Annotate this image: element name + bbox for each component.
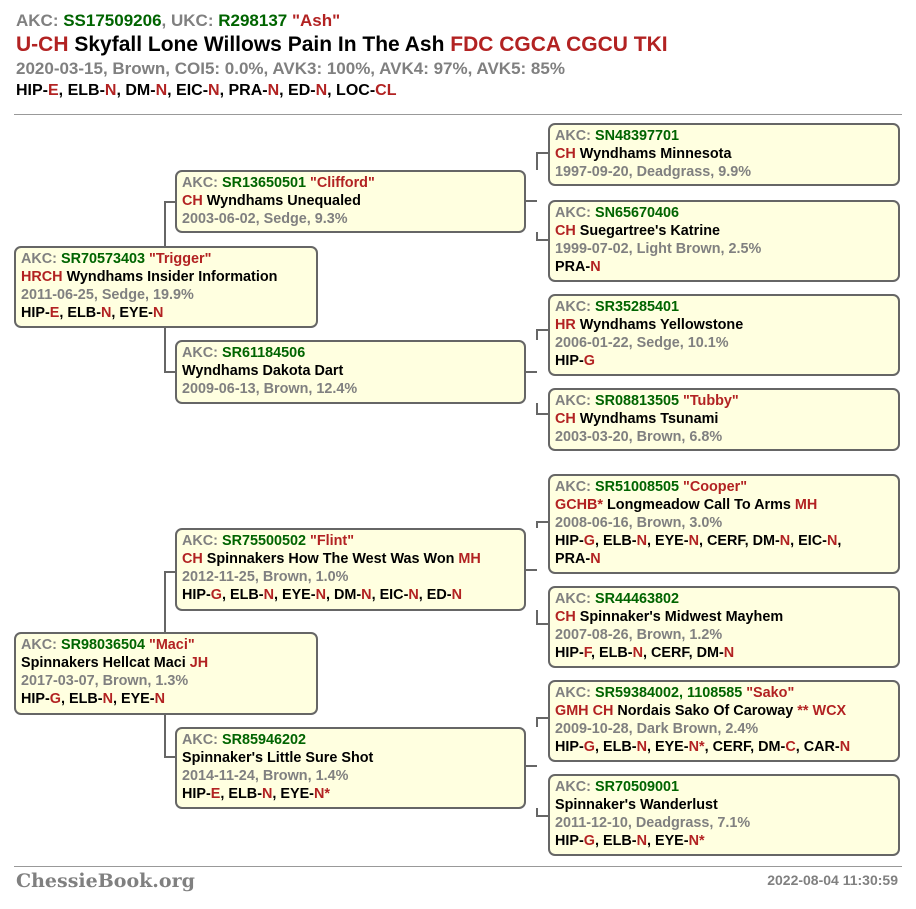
- separator: ,: [837, 533, 842, 549]
- suffix-title: ** WCX: [797, 703, 847, 719]
- registration-line: [555, 298, 893, 316]
- akc-label: AKC:: [182, 345, 222, 361]
- health-test-label: ELB-: [603, 739, 637, 755]
- separator: ,: [688, 645, 697, 661]
- registration-line: [555, 684, 893, 702]
- dog-name: Wyndhams Yellowstone: [575, 317, 744, 333]
- akc-label: AKC:: [21, 637, 61, 653]
- separator: ,: [591, 645, 599, 661]
- health-test-label: HIP-: [16, 82, 48, 99]
- health-test-result: N: [839, 739, 851, 755]
- dog-info-line: [182, 210, 519, 228]
- pedigree-card-dam-dam-sire[interactable]: [548, 680, 900, 762]
- akc-label: AKC:: [182, 175, 222, 191]
- separator: ,: [750, 739, 759, 755]
- registration-line: [555, 778, 893, 796]
- birth-color-coi: 2007-08-26, Brown, 1.2%: [555, 627, 723, 643]
- health-test-label: ELB-: [599, 645, 633, 661]
- akc-registration: SR70573403: [60, 251, 145, 267]
- health-test-result: N: [636, 739, 647, 755]
- pedigree-card-dam-sire[interactable]: [175, 528, 526, 611]
- health-test-result: G: [583, 833, 595, 849]
- health-test-result: N: [688, 533, 699, 549]
- akc-label: AKC:: [555, 128, 595, 144]
- health-test-label: EYE-: [119, 305, 153, 321]
- call-name: "Tubby": [679, 393, 739, 409]
- dog-info-line: [21, 672, 311, 690]
- dog-name-line: [555, 145, 893, 163]
- health-test-result: G: [210, 587, 222, 603]
- registration-line: [555, 478, 893, 496]
- dog-name: Spinnaker's Midwest Mayhem: [575, 609, 784, 625]
- health-test-result: N: [263, 587, 274, 603]
- dog-name-line: [182, 362, 519, 380]
- pedigree-card-dam-sire-dam[interactable]: [548, 586, 900, 668]
- separator: ,: [698, 533, 707, 549]
- prefix-title: HRCH: [21, 269, 63, 285]
- akc-registration: SR13650501: [221, 175, 306, 191]
- prefix-title: GMH CH: [555, 703, 614, 719]
- birth-color-coi: 2009-06-13, Brown, 12.4%: [182, 381, 358, 397]
- health-test-result: N: [408, 587, 419, 603]
- akc-label: AKC:: [555, 205, 595, 221]
- call-name: "Cooper": [679, 479, 748, 495]
- akc-label: AKC:: [182, 732, 222, 748]
- akc-registration: SR35285401: [594, 299, 679, 315]
- prefix-title: U-CH: [16, 33, 69, 56]
- akc-label: AKC:: [21, 251, 61, 267]
- health-test-label: ELB-: [67, 305, 101, 321]
- separator: ,: [704, 739, 713, 755]
- birth-color-coi: 2006-01-22, Sedge, 10.1%: [555, 335, 729, 351]
- dog-info-line: [182, 568, 519, 586]
- pedigree-card-sire-dam-dam[interactable]: [548, 388, 900, 451]
- registration-line: [555, 590, 893, 608]
- akc-registration: SR44463802: [594, 591, 679, 607]
- akc-label: AKC:: [182, 533, 222, 549]
- dog-name: Spinnaker's Wanderlust: [555, 797, 718, 813]
- call-name: "Clifford": [306, 175, 375, 191]
- separator: ,: [58, 82, 68, 99]
- ukc-label: UKC:: [171, 11, 219, 30]
- dog-name: Spinnakers How The West Was Won: [202, 551, 459, 567]
- call-name: "Trigger": [145, 251, 212, 267]
- registration-line: [182, 532, 519, 550]
- dog-name-line: [555, 608, 893, 626]
- health-test-result: N: [152, 305, 164, 321]
- separator: ,: [279, 82, 289, 99]
- health-test-label: DM-: [333, 587, 362, 603]
- dog-name: Spinnakers Hellcat Maci: [21, 655, 190, 671]
- health-test-label: PRA-: [228, 82, 268, 99]
- dog-name-line: [555, 496, 893, 514]
- prefix-title: CH: [182, 551, 203, 567]
- separator: ,: [325, 587, 334, 603]
- separator: ,: [111, 305, 120, 321]
- health-line: [21, 304, 311, 322]
- dog-name-line: [555, 796, 893, 814]
- separator: ,: [61, 691, 69, 707]
- health-test-label: HIP-: [555, 645, 584, 661]
- dog-info-line: [182, 767, 519, 785]
- akc-label: AKC:: [555, 299, 595, 315]
- footer-divider: [14, 866, 902, 867]
- health-test-result: N*: [688, 833, 705, 849]
- dog-info-line: [555, 720, 893, 738]
- health-test-label: EIC-: [798, 533, 827, 549]
- dog-info-line: [182, 380, 519, 398]
- akc-registration: SR75500502: [221, 533, 306, 549]
- birth-color-coi: 1999-07-02, Light Brown, 2.5%: [555, 241, 762, 257]
- health-line: [555, 550, 893, 568]
- health-test-label: ED-: [426, 587, 452, 603]
- health-test-result: C: [785, 739, 796, 755]
- dog-name-line: [21, 268, 311, 286]
- generated-timestamp: 2022-08-04 11:30:59: [767, 872, 898, 888]
- prefix-title: GCHB*: [555, 497, 603, 513]
- health-line: [555, 832, 893, 850]
- akc-registration: SS17509206: [63, 11, 162, 30]
- birth-color-coi: 2011-12-10, Deadgrass, 7.1%: [555, 815, 751, 831]
- health-test-label: ELB-: [67, 82, 105, 99]
- health-test-result: N: [155, 82, 168, 99]
- prefix-title: HR: [555, 317, 576, 333]
- akc-label: AKC:: [555, 779, 595, 795]
- health-test-result: N: [451, 587, 462, 603]
- health-test-result: E: [210, 786, 221, 802]
- dog-info-line: [555, 514, 893, 532]
- registration-line: [182, 344, 519, 362]
- health-test-result: N: [267, 82, 280, 99]
- separator: ,: [795, 739, 804, 755]
- akc-registration: SR70509001: [594, 779, 679, 795]
- dog-name-line: [182, 749, 519, 767]
- dog-name: Wyndhams Insider Information: [62, 269, 278, 285]
- separator: ,: [59, 305, 68, 321]
- health-test-result: N: [590, 551, 601, 567]
- health-test-label: HIP-: [555, 739, 584, 755]
- health-test-label: DM-: [758, 739, 786, 755]
- dog-info-line: [555, 626, 893, 644]
- dog-info-line: [555, 240, 893, 258]
- suffix-titles: FDC CGCA CGCU TKI: [450, 33, 668, 56]
- health-test-label: HIP-: [182, 786, 211, 802]
- health-line: [182, 785, 519, 803]
- prefix-title: CH: [555, 146, 576, 162]
- separator: ,: [595, 533, 603, 549]
- separator: ,: [790, 533, 799, 549]
- akc-label: AKC:: [555, 685, 595, 701]
- health-test-label: EYE-: [654, 833, 689, 849]
- dog-name-line: [555, 316, 893, 334]
- registration-line: [21, 250, 311, 268]
- health-test-label: ELB-: [230, 587, 264, 603]
- separator: ,: [371, 587, 380, 603]
- separator: ,: [219, 82, 229, 99]
- registration-line: [555, 204, 893, 222]
- dog-info-line: [21, 286, 311, 304]
- health-line: [555, 352, 893, 370]
- site-logo[interactable]: ChessieBook.org: [16, 870, 195, 892]
- dog-name: Nordais Sako Of Caroway: [613, 703, 798, 719]
- health-test-label: PRA-: [555, 551, 591, 567]
- separator: ,: [418, 587, 427, 603]
- dog-name-line: [555, 410, 893, 428]
- dog-name: Wyndhams Tsunami: [575, 411, 719, 427]
- akc-registration: SN65670406: [594, 205, 679, 221]
- health-test-result: F: [583, 645, 591, 661]
- dog-name-line: [182, 550, 519, 568]
- health-test-label: ELB-: [603, 533, 637, 549]
- pedigree-card-sire-sire[interactable]: [175, 170, 526, 233]
- akc-label: AKC:: [16, 11, 64, 30]
- dog-name: Skyfall Lone Willows Pain In The Ash: [68, 33, 451, 56]
- health-line: [555, 644, 893, 662]
- health-test-result: N: [100, 305, 112, 321]
- pedigree-card-sire[interactable]: [14, 246, 318, 328]
- health-test-result: G: [583, 533, 595, 549]
- dog-name: Wyndhams Dakota Dart: [182, 363, 344, 379]
- health-line: [21, 690, 311, 708]
- health-test-result: N: [102, 691, 113, 707]
- health-test-result: CL: [375, 82, 397, 99]
- separator: ,: [646, 533, 655, 549]
- health-test-result: N: [261, 786, 273, 802]
- call-name: "Maci": [145, 637, 195, 653]
- health-line: [555, 738, 893, 756]
- health-test-label: DM-: [752, 533, 780, 549]
- separator: ,: [595, 833, 603, 849]
- health-test-label: HIP-: [555, 833, 584, 849]
- health-test-result: G: [583, 353, 595, 369]
- dog-info-line: [555, 334, 893, 352]
- health-test-result: G: [49, 691, 61, 707]
- health-test-label: EYE-: [280, 786, 314, 802]
- health-test-label: EYE-: [654, 533, 689, 549]
- subject-info-line: 2020-03-15, Brown, COI5: 0.0%, AVK3: 100%, AVK4: 97%, AVK5: 85%: [16, 59, 565, 78]
- akc-registration: SR59384002: [594, 685, 679, 701]
- registration-line: [182, 731, 519, 749]
- dog-name: Wyndhams Unequaled: [202, 193, 361, 209]
- pedigree-card-sire-sire-dam[interactable]: [548, 200, 900, 282]
- registration-line: [21, 636, 311, 654]
- health-line: [182, 586, 519, 604]
- pedigree-card-sire-dam-sire[interactable]: [548, 294, 900, 376]
- health-line: [555, 258, 893, 276]
- health-test-label: EIC-: [379, 587, 409, 603]
- health-test-result: N: [315, 82, 328, 99]
- dog-name-line: [21, 654, 311, 672]
- health-test-result: N: [826, 533, 838, 549]
- call-name: "Flint": [306, 533, 355, 549]
- akc-registration: SR61184506: [221, 345, 306, 361]
- akc-registration: SR08813505: [594, 393, 679, 409]
- suffix-title: JH: [189, 655, 209, 671]
- health-test-result: N: [154, 691, 165, 707]
- akc-registration: SR85946202: [221, 732, 306, 748]
- health-test-result: N: [632, 645, 643, 661]
- pedigree-card-dam-dam[interactable]: [175, 727, 526, 809]
- prefix-title: CH: [182, 193, 203, 209]
- separator: ,: [273, 587, 282, 603]
- health-test-result: N: [636, 833, 647, 849]
- birth-color-coi: 2003-03-20, Brown, 6.8%: [555, 429, 723, 445]
- suffix-title: MH: [794, 497, 818, 513]
- health-test-label: HIP-: [555, 533, 584, 549]
- health-test-label: DM-: [125, 82, 156, 99]
- health-test-label: HIP-: [182, 587, 211, 603]
- registration-line: [555, 392, 893, 410]
- health-test-label: ED-: [288, 82, 316, 99]
- pedigree-card-sire-sire-sire[interactable]: [548, 123, 900, 186]
- health-test-label: ELB-: [603, 833, 637, 849]
- registration-line: [555, 127, 893, 145]
- akc-registration: SR98036504: [60, 637, 145, 653]
- health-test-label: HIP-: [21, 691, 50, 707]
- health-test-result: E: [49, 305, 60, 321]
- pedigree-card-dam-sire-sire[interactable]: [548, 474, 900, 574]
- separator: ,: [161, 11, 171, 30]
- birth-color-coi: 1997-09-20, Deadgrass, 9.9%: [555, 164, 751, 180]
- secondary-registration: , 1108585: [679, 685, 743, 701]
- prefix-title: CH: [555, 411, 576, 427]
- separator: ,: [646, 833, 655, 849]
- akc-registration: SN48397701: [594, 128, 679, 144]
- separator: ,: [222, 587, 230, 603]
- dog-name: Wyndhams Minnesota: [575, 146, 732, 162]
- pedigree-card-dam[interactable]: [14, 632, 318, 715]
- health-test-label: EYE-: [654, 739, 689, 755]
- call-name: "Ash": [287, 11, 341, 30]
- dog-info-line: [555, 814, 893, 832]
- birth-color-coi: 2003-06-02, Sedge, 9.3%: [182, 211, 348, 227]
- dog-name-line: [555, 222, 893, 240]
- akc-registration: SR51008505: [594, 479, 679, 495]
- health-line: [555, 532, 893, 550]
- separator: ,: [595, 739, 603, 755]
- health-test-label: EYE-: [120, 691, 155, 707]
- separator: ,: [327, 82, 337, 99]
- akc-label: AKC:: [555, 591, 595, 607]
- call-name: "Sako": [742, 685, 795, 701]
- health-test-result: N: [361, 587, 372, 603]
- separator: ,: [116, 82, 126, 99]
- health-test-label: EYE-: [281, 587, 316, 603]
- pedigree-card-sire-dam[interactable]: [175, 340, 526, 404]
- dog-info-line: [555, 163, 893, 181]
- health-test-result: N*: [688, 739, 705, 755]
- separator: ,: [642, 645, 651, 661]
- birth-color-coi: 2017-03-07, Brown, 1.3%: [21, 673, 189, 689]
- health-test-result: N: [208, 82, 220, 99]
- health-test-result: N: [779, 533, 791, 549]
- birth-color-coi: 2012-11-25, Brown, 1.0%: [182, 569, 349, 585]
- dog-name: Suegartree's Katrine: [575, 223, 720, 239]
- birth-color-coi: 2009-10-28, Dark Brown, 2.4%: [555, 721, 759, 737]
- dog-name: Spinnaker's Little Sure Shot: [182, 750, 374, 766]
- health-test-label: CAR-: [803, 739, 840, 755]
- health-test-result: N: [636, 533, 647, 549]
- birth-color-coi: 2014-11-24, Brown, 1.4%: [182, 768, 349, 784]
- birth-color-coi: 2008-06-16, Brown, 3.0%: [555, 515, 723, 531]
- health-test-label: DM-: [696, 645, 724, 661]
- health-test-label: HIP-: [555, 353, 584, 369]
- dog-name: Longmeadow Call To Arms: [602, 497, 795, 513]
- health-test-label: PRA-: [555, 259, 591, 275]
- akc-label: AKC:: [555, 479, 595, 495]
- health-test-label: HIP-: [21, 305, 50, 321]
- health-test-label: ELB-: [228, 786, 262, 802]
- ukc-registration: R298137: [218, 11, 288, 30]
- akc-label: AKC:: [555, 393, 595, 409]
- separator: ,: [167, 82, 177, 99]
- health-test-result: E: [48, 82, 59, 99]
- pedigree-card-dam-dam-dam[interactable]: [548, 774, 900, 856]
- health-test-label: EIC-: [176, 82, 209, 99]
- separator: ,: [646, 739, 655, 755]
- health-test-result: N: [315, 587, 326, 603]
- dog-info-line: [555, 428, 893, 446]
- dog-name-line: [555, 702, 893, 720]
- health-test-result: N*: [313, 786, 330, 802]
- suffix-title: MH: [458, 551, 481, 567]
- health-test-result: N: [104, 82, 117, 99]
- prefix-title: CH: [555, 223, 576, 239]
- health-test-label: LOC-: [336, 82, 376, 99]
- health-test-result: N: [590, 259, 601, 275]
- health-test-label: CERF: [650, 645, 689, 661]
- separator: ,: [272, 786, 281, 802]
- prefix-title: CH: [555, 609, 576, 625]
- health-test-label: CERF: [706, 533, 745, 549]
- separator: ,: [220, 786, 229, 802]
- birth-color-coi: 2011-06-25, Sedge, 19.9%: [21, 287, 194, 303]
- health-test-label: CERF: [712, 739, 751, 755]
- dog-name-line: [182, 192, 519, 210]
- health-test-result: G: [583, 739, 595, 755]
- health-test-label: ELB-: [69, 691, 103, 707]
- separator: ,: [744, 533, 753, 549]
- separator: ,: [112, 691, 121, 707]
- health-test-result: N: [723, 645, 735, 661]
- registration-line: [182, 174, 519, 192]
